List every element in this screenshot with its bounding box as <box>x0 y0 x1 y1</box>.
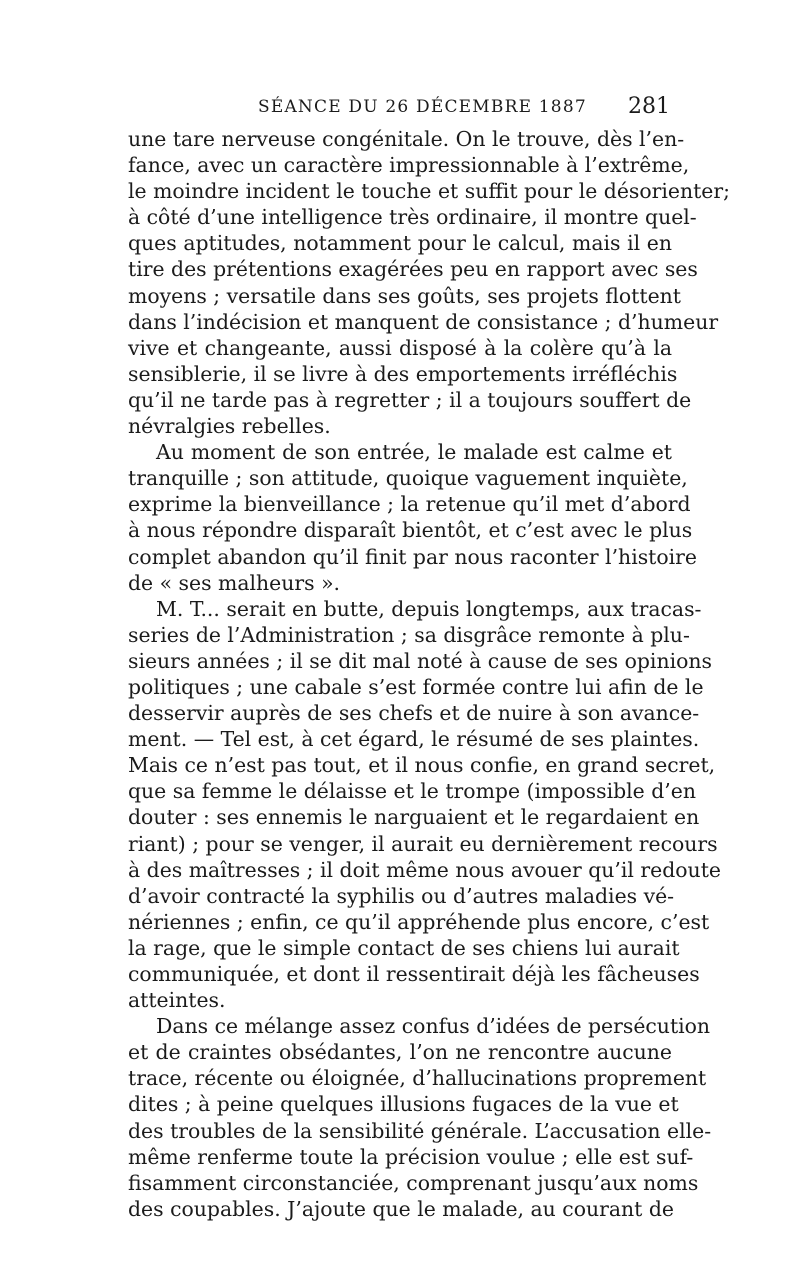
text-line: tire des prétentions exagérées peu en rapport avec ses <box>128 257 698 282</box>
text-line: des troubles de la sensibilité générale. L’accusation elle- <box>128 1118 712 1143</box>
text-line: sensiblerie, il se livre à des emportements irréfléchis <box>128 361 678 386</box>
body-text <box>128 126 730 1222</box>
text-line: fisamment circonstanciée, comprenant jusqu’aux noms <box>128 1170 699 1195</box>
text-line: de « ses malheurs ». <box>128 570 341 595</box>
text-line: à des maîtresses ; il doit même nous avouer qu’il redoute <box>128 857 721 882</box>
text-line: moyens ; versatile dans ses goûts, ses projets flottent <box>128 283 681 308</box>
text-line: M. T... serait en butte, depuis longtemps, aux tracas- <box>156 596 702 621</box>
text-line: politiques ; une cabale s’est formée contre lui afin de le <box>128 674 704 699</box>
text-line: communiquée, et dont il ressentirait déjà les fâcheuses <box>128 962 700 986</box>
text-line: et de craintes obsédantes, l’on ne rencontre aucune <box>128 1040 672 1065</box>
text-line: Mais ce n’est pas tout, et il nous confie, en grand secret, <box>128 753 716 778</box>
text-line: sieurs années ; il se dit mal noté à cause de ses opinions <box>128 648 712 673</box>
text-line: d’avoir contracté la syphilis ou d’autres maladies vé- <box>128 883 675 908</box>
text-line: nériennes ; enfin, ce qu’il appréhende plus encore, c’est <box>128 909 710 934</box>
text-line: tranquille ; son attitude, quoique vaguement inquiète, <box>128 466 688 491</box>
text-line: Au moment de son entrée, le malade est calme et <box>156 440 672 465</box>
text-line: même renferme toute la précision voulue ; elle est suf- <box>128 1144 694 1169</box>
text-line: le moindre incident le touche et suffit pour le désorienter; <box>128 179 730 204</box>
text-line: une tare nerveuse congénitale. On le trouve, dès l’en- <box>128 127 685 151</box>
text-line: fance, avec un caractère impressionnable à l’extrême, <box>128 153 690 178</box>
text-line: trace, récente ou éloignée, d’hallucinations proprement <box>128 1066 707 1091</box>
text-line: qu’il ne tarde pas à regretter ; il a toujours souffert de <box>128 387 692 412</box>
text-line: des coupables. J’ajoute que le malade, au courant de <box>128 1196 674 1221</box>
text-line: que sa femme le délaisse et le trompe (impossible d’en <box>128 779 696 804</box>
text-line: riant) ; pour se venger, il aurait eu dernièrement recours <box>128 831 718 856</box>
page-header <box>118 93 678 123</box>
text-line: à nous répondre disparaît bientôt, et c’est avec le plus <box>128 518 693 543</box>
text-line: atteintes. <box>128 988 226 1013</box>
text-line: series de l’Administration ; sa disgrâce remonte à plu- <box>128 622 690 647</box>
text-line: vive et changeante, aussi disposé à la colère qu’à la <box>128 335 672 360</box>
text-line: complet abandon qu’il finit par nous raconter l’histoire <box>128 544 697 569</box>
text-line: la rage, que le simple contact de ses chiens lui aurait <box>128 935 680 960</box>
running-head: SÉANCE DU 26 DÉCEMBRE 1887 <box>258 97 587 117</box>
page-number: 281 <box>628 94 670 119</box>
text-line: dans l’indécision et manquent de consistance ; d’humeur <box>128 309 719 334</box>
text-line: ment. — Tel est, à cet égard, le résumé de ses plaintes. <box>128 727 700 752</box>
text-line: à côté d’une intelligence très ordinaire, il montre quel- <box>128 205 697 230</box>
text-line: Dans ce mélange assez confus d’idées de persécution <box>156 1014 711 1039</box>
text-line: exprime la bienveillance ; la retenue qu’il met d’abord <box>128 492 691 517</box>
text-line: dites ; à peine quelques illusions fugaces de la vue et <box>128 1092 679 1117</box>
text-line: douter : ses ennemis le narguaient et le regardaient en <box>128 805 700 830</box>
text-line: névralgies rebelles. <box>128 414 331 439</box>
text-line: desservir auprès de ses chefs et de nuire à son avance- <box>128 701 700 726</box>
text-line: ques aptitudes, notamment pour le calcul, mais il en <box>128 231 672 256</box>
